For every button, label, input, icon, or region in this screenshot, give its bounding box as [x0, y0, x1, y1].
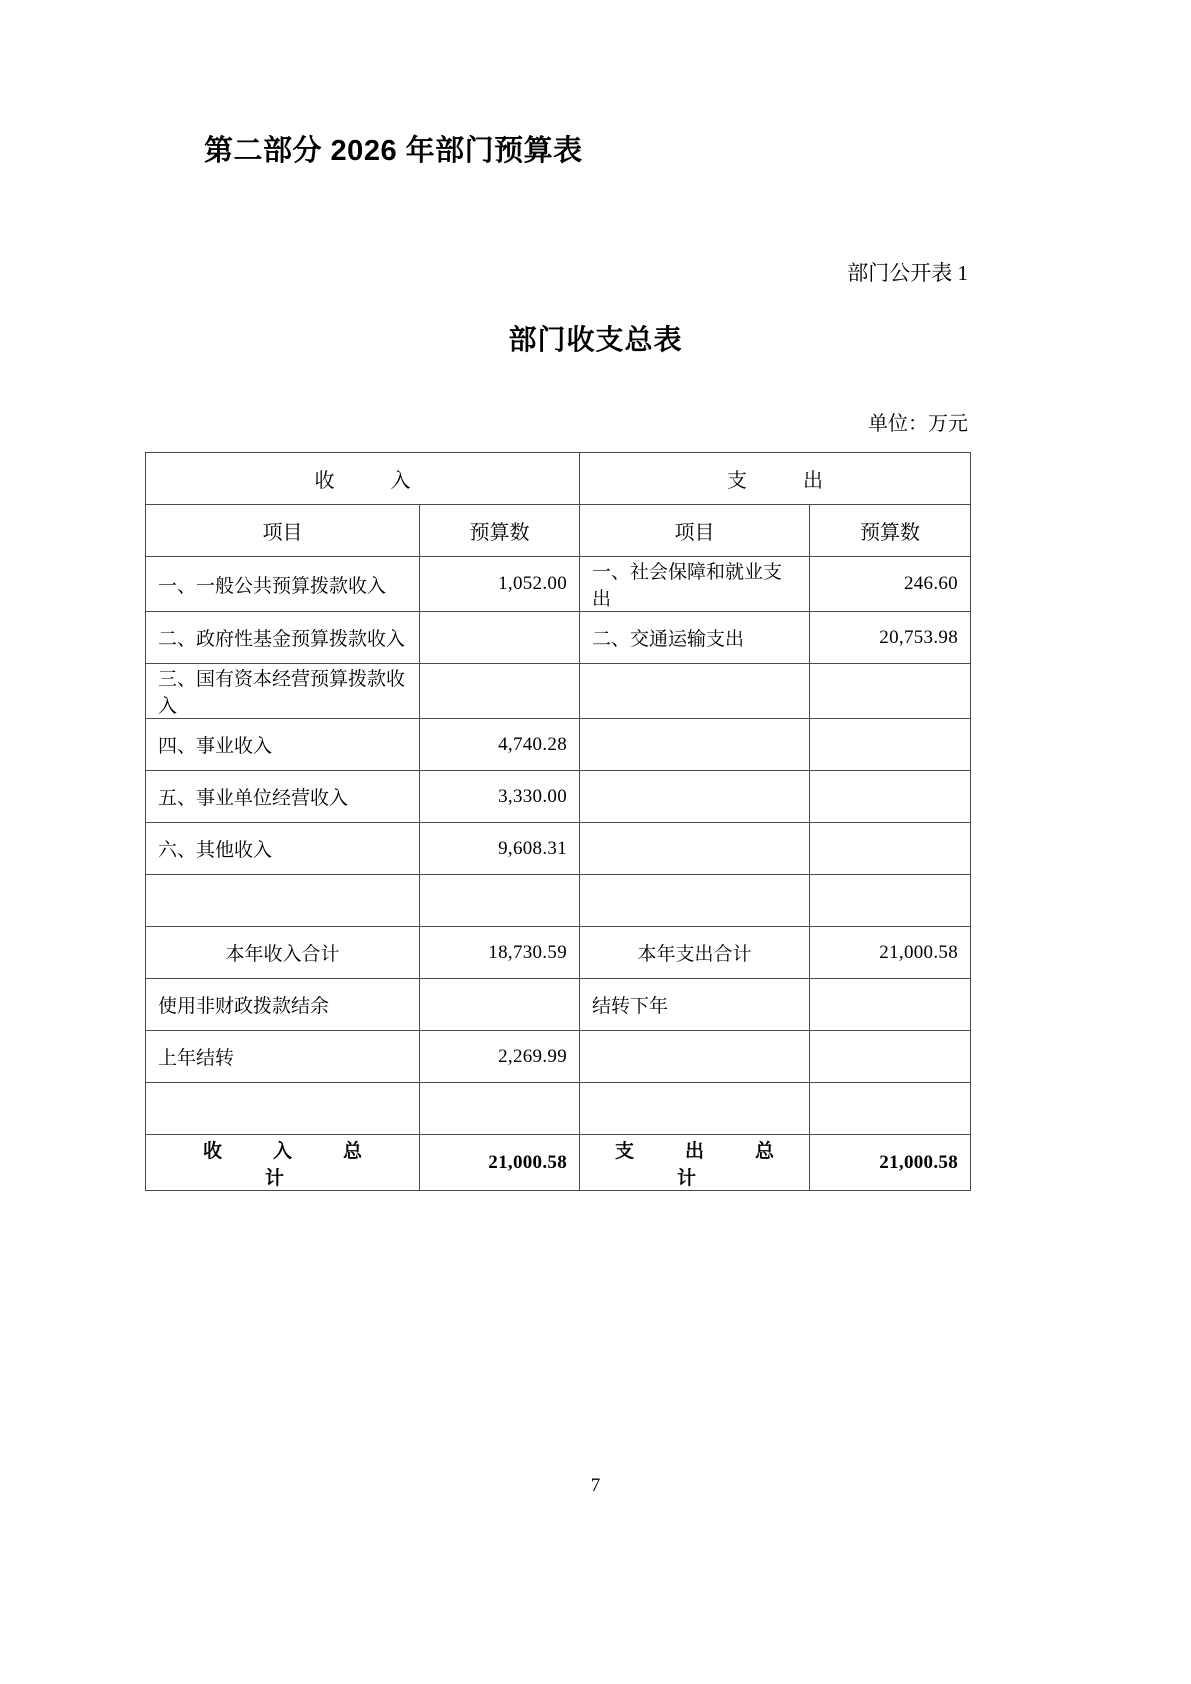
grand-total-income-label: 收 入 总 计: [146, 1135, 420, 1191]
expenditure-item-label: 结转下年: [580, 979, 810, 1031]
page-number: 7: [590, 1475, 601, 1496]
subtotal-income-label: 本年收入合计: [146, 927, 420, 979]
table-row: [146, 1031, 971, 1083]
expenditure-item-label: [580, 823, 810, 875]
budget-summary-table: [145, 452, 971, 1191]
income-amount-value: 2,269.99: [420, 1031, 580, 1083]
expenditure-item-label: 一、社会保障和就业支出: [580, 557, 810, 612]
page-title: 部门收支总表: [508, 324, 683, 355]
part-title: 第二部分 2026 年部门预算表: [204, 135, 583, 167]
income-item-label: 使用非财政拨款结余: [146, 979, 420, 1031]
expenditure-amount-value: [810, 719, 971, 771]
expenditure-item-label: [580, 1031, 810, 1083]
income-item-label: 六、其他收入: [146, 823, 420, 875]
unit-note: 单位：万元: [868, 413, 968, 435]
grand-total-expenditure-label: 支 出 总 计: [580, 1135, 810, 1191]
section-header-expenditure: 支 出: [580, 453, 971, 505]
table-row: [146, 719, 971, 771]
expenditure-item-label: [580, 875, 810, 927]
income-item-label: 上年结转: [146, 1031, 420, 1083]
table-row-blank: [146, 875, 971, 927]
expenditure-amount-value: 20,753.98: [810, 612, 971, 664]
table-row-subtotal: [146, 927, 971, 979]
income-amount-value: [420, 875, 580, 927]
subtotal-income-value: 18,730.59: [420, 927, 580, 979]
income-amount-value: 4,740.28: [420, 719, 580, 771]
expenditure-amount-value: [810, 1031, 971, 1083]
income-amount-value: [420, 664, 580, 719]
column-header-expenditure-amount: 预算数: [810, 505, 971, 557]
subtotal-expenditure-label: 本年支出合计: [580, 927, 810, 979]
table-row-grand-total: [146, 1135, 971, 1191]
expenditure-item-label: [580, 719, 810, 771]
income-amount-value: [420, 612, 580, 664]
expenditure-item-label: [580, 771, 810, 823]
income-amount-value: 1,052.00: [420, 557, 580, 612]
column-header-income-amount: 预算数: [420, 505, 580, 557]
income-amount-value: [420, 1083, 580, 1135]
expenditure-amount-value: [810, 875, 971, 927]
grand-total-income-value: 21,000.58: [420, 1135, 580, 1191]
income-item-label: 二、政府性基金预算拨款收入: [146, 612, 420, 664]
income-item-label: [146, 875, 420, 927]
expenditure-item-label: 二、交通运输支出: [580, 612, 810, 664]
expenditure-amount-value: [810, 979, 971, 1031]
table-section-header-row: [146, 453, 971, 505]
table-row: [146, 979, 971, 1031]
table-row: [146, 771, 971, 823]
table-row: [146, 557, 971, 612]
income-item-label: 四、事业收入: [146, 719, 420, 771]
expenditure-amount-value: [810, 823, 971, 875]
column-header-income-item: 项目: [146, 505, 420, 557]
expenditure-amount-value: [810, 1083, 971, 1135]
table-row: [146, 612, 971, 664]
income-item-label: 五、事业单位经营收入: [146, 771, 420, 823]
expenditure-amount-value: 246.60: [810, 557, 971, 612]
expenditure-item-label: [580, 1083, 810, 1135]
income-amount-value: 3,330.00: [420, 771, 580, 823]
expenditure-item-label: [580, 664, 810, 719]
table-row: [146, 664, 971, 719]
table-row-blank: [146, 1083, 971, 1135]
income-amount-value: 9,608.31: [420, 823, 580, 875]
column-header-expenditure-item: 项目: [580, 505, 810, 557]
expenditure-amount-value: [810, 771, 971, 823]
section-header-income: 收 入: [146, 453, 580, 505]
expenditure-amount-value: [810, 664, 971, 719]
income-item-label: 一、一般公共预算拨款收入: [146, 557, 420, 612]
subtotal-expenditure-value: 21,000.58: [810, 927, 971, 979]
income-item-label: 三、国有资本经营预算拨款收入: [146, 664, 420, 719]
form-number-label: 部门公开表 1: [847, 261, 968, 285]
table-column-header-row: [146, 505, 971, 557]
income-item-label: [146, 1083, 420, 1135]
grand-total-expenditure-value: 21,000.58: [810, 1135, 971, 1191]
income-amount-value: [420, 979, 580, 1031]
table-row: [146, 823, 971, 875]
